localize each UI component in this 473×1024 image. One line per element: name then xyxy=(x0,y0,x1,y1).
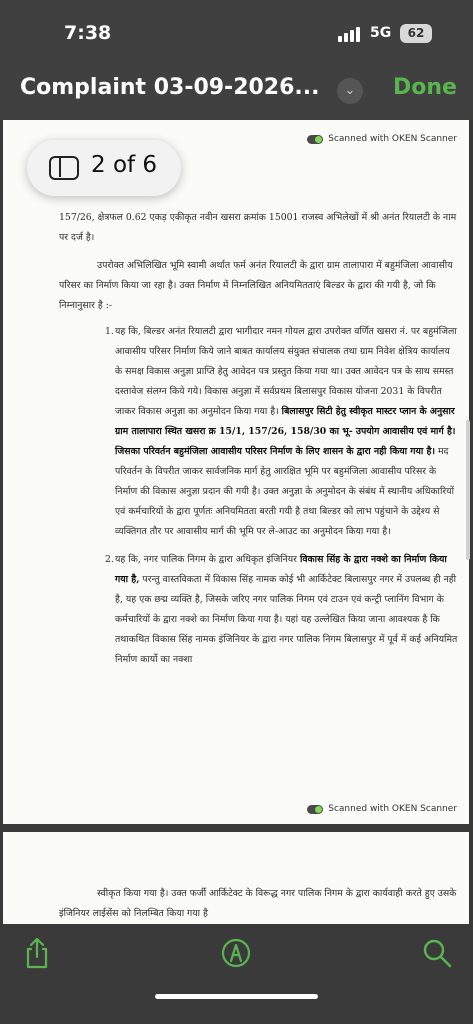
done-button[interactable]: Done xyxy=(393,75,457,100)
scrollbar[interactable] xyxy=(466,420,470,560)
status-time: 7:38 xyxy=(64,22,112,44)
navigation-bar xyxy=(0,70,473,120)
sidebar-icon xyxy=(49,156,79,180)
item-number: 2. xyxy=(105,554,114,565)
item-text: यह कि, नगर पालिक निगम के द्वारा अधिकृत इंजिनियर xyxy=(115,554,297,565)
item-text: परन्तु वास्तविकता में विकास सिंह नामक कोई भी आर्किटेक्ट बिलासपुर नगर में उपलब्ध ही नही है, यह एक छद्म व्यक्ति है, जिसके जरिए नगर पालिक निगम एवं टाउन एवं कन्ट्री प्लानिंग विभाग के कर्मचारियों के द्वारा नक्शे का निर्माण किया गया है। यहां यह उल्लेखित किया जाना आवश्यक है कि तथाकथित विकास सिंह नामक इंजिनियर के द्वारा नगर पालिक निगम बिलासपुर में पूर्व में कई अनियमित निर्माण कार्यो का नक्शा xyxy=(115,574,458,665)
oken-logo-icon xyxy=(307,135,323,144)
markup-icon[interactable] xyxy=(219,936,253,970)
item-bold-text: विकास सिंह के द्वारा नक्शे का निर्माण किया गया है, xyxy=(115,554,447,585)
document-viewer[interactable] xyxy=(0,120,473,924)
chevron-down-icon[interactable]: ⌄ xyxy=(337,78,363,104)
share-icon[interactable] xyxy=(20,936,54,970)
scanner-watermark: Scanned with OKEN Scanner xyxy=(307,134,457,144)
home-indicator xyxy=(155,994,318,999)
bottom-toolbar xyxy=(0,924,473,1024)
item-text: मद परिवर्तन के विपरीत जाकर सार्वजनिक मार्ग हेतु आरक्षित भूमि पर बहुमंजिला आवासीय परिसर के निर्माण की विकास अनुज्ञा प्रदान की गयी है। उक्त अनुज्ञा के अनुमोदन के संबंध में स्थानीय अधिकारियों एवं कर्मचारियों के द्वारा पूर्णतः अनियमितता बरती गयी है तथा बिल्डर को लाभ पहुंचाने के उद्देश्य से व्यक्तिगत तौर पर आवासीय मार्ग की भूमि पर ले-आउट का अनुमोदन किया गया है। xyxy=(115,446,454,537)
signal-icon xyxy=(338,26,364,42)
document-text xyxy=(59,884,459,924)
document-page xyxy=(3,832,469,924)
page-indicator xyxy=(27,140,181,196)
network-label: 5G xyxy=(370,25,392,41)
document-text xyxy=(59,208,459,670)
page-indicator-label: 2 of 6 xyxy=(91,152,158,178)
scanner-watermark: Scanned with OKEN Scanner xyxy=(307,804,457,814)
battery-icon xyxy=(400,24,432,43)
intro-text: 157/26, क्षेत्रफल 0.62 एकड़ एकीकृत नवीन खसरा क्रमांक 15001 राजस्व अभिलेखों में श्री अनंत रियालटी के नाम पर दर्ज है। xyxy=(59,212,457,243)
paragraph-text: उपरोक्त अभिलिखित भूमि स्वामी अर्थात फर्म अनंत रियालटी के द्वारा ग्राम तालापारा में बहुमंजिला आवासीय परिसर का निर्माण किया जा रहा है। उक्त निर्माण में निम्नलिखित अनियमितताएं बिल्डर के द्वारा की गयी है, जो कि निम्नानुसार है :- xyxy=(59,260,453,311)
paragraph-text: स्वीकृत किया गया है। उक्त फर्जी आर्किटेक्ट के विरूद्ध नगर पालिक निगम के द्वारा कार्यवाही करते हुए उसके इंजिनियर लाईसेंस को निलम्बित किया गया है xyxy=(59,888,457,919)
item-text: यह कि, बिल्डर अनंत रियालटी द्वारा भागीदार नमन गोयल द्वारा उपरोक्त वर्णित खसरा नं. पर बहुमंजिला आवासीय परिसर निर्माण किये जाने बाबत कार्यालय संयुक्त संचालक तथा ग्राम निवेश क्षेत्रिय कार्यालय के समक्ष विकास अनुज्ञा प्राप्ति हेतु आवेदन पत्र प्रस्तुत किया गया था। उक्त आवेदन पत्र के साथ समस्त दस्तावेज संलग्न किये गये। विकास अनुज्ञा में सर्वप्रथम बिलासपुर विकास योजना 2031 के विपरीत जाकर विकास अनुज्ञा का अनुमोदन किया गया है। xyxy=(115,326,457,417)
document-page xyxy=(3,120,469,824)
item-bold-text: बिलासपुर सिटी हेतु स्वीकृत मास्टर प्लान के अनुसार ग्राम तालापारा स्थित खसरा क्र 15/1, 157/26, 158/30 का भू- उपयोग आवासीय एवं मार्ग है। जिसका परिवर्तन बहुमंजिला आवासीय परिसर निर्माण के लिए शासन के द्वारा नही किया गया है। xyxy=(115,406,456,457)
battery-level: 62 xyxy=(407,26,425,40)
search-icon[interactable] xyxy=(420,936,454,970)
status-bar xyxy=(0,0,473,70)
item-number: 1. xyxy=(105,326,114,337)
list-item xyxy=(59,550,459,670)
oken-logo-icon xyxy=(307,805,323,814)
list-item xyxy=(59,322,459,542)
document-title[interactable]: Complaint 03-09-2026... xyxy=(20,75,320,100)
